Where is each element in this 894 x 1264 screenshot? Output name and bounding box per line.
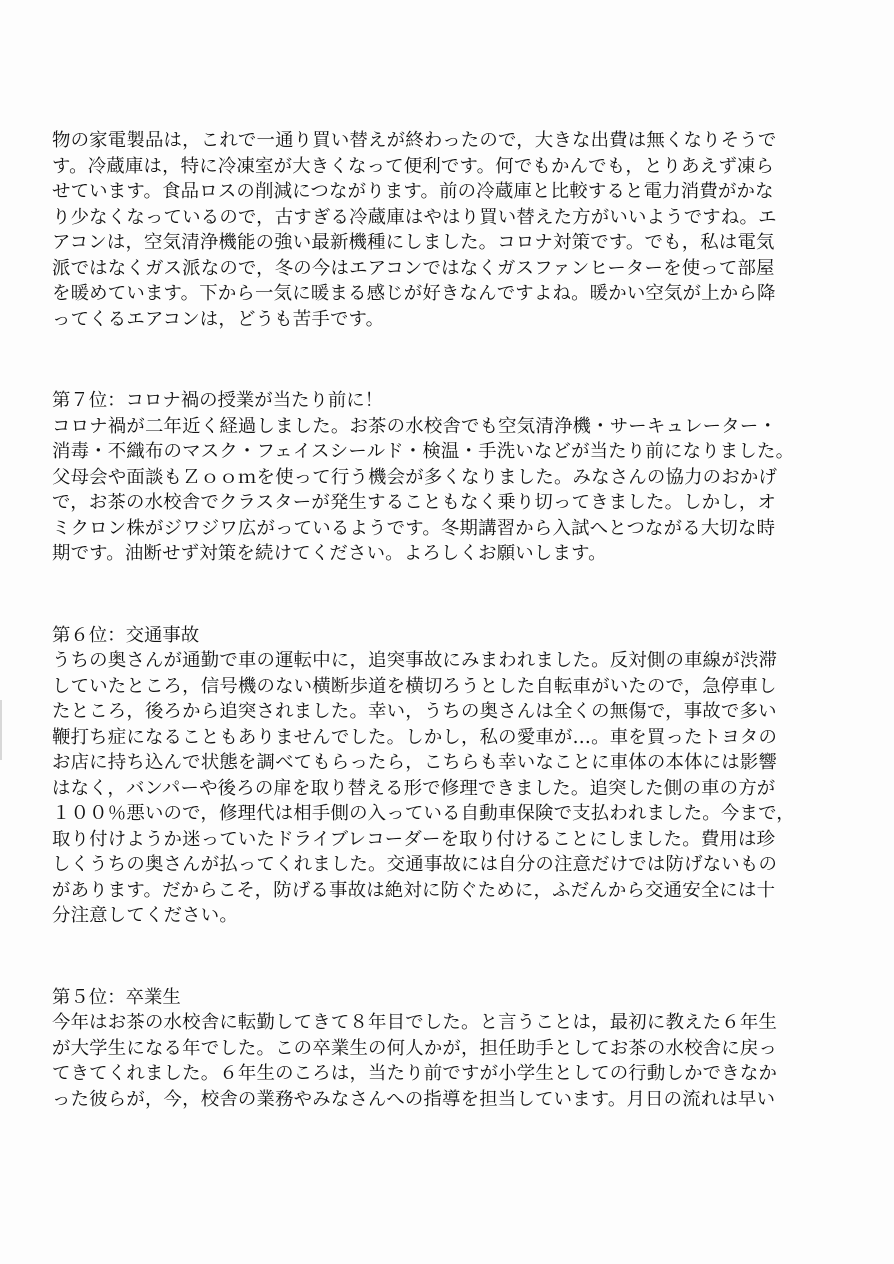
- section-rank-5: [52, 985, 842, 1113]
- text-line: 物の家電製品は，これで一通り買い替えが終わったので，大きな出費は無くなりそうで: [52, 130, 777, 151]
- text-line: 分注意してください。: [52, 905, 238, 926]
- text-line: していたところ，信号機のない横断歩道を横切ろうとした自転車がいたので，急停車し: [52, 675, 777, 697]
- text-line: てきてくれました。６年生のころは，当たり前ですが小学生としての行動しかできなか: [52, 1063, 778, 1084]
- text-line: コロナ禍が二年近く経過しました。お茶の水校舎でも空気清浄機・サーキュレーター・: [52, 415, 778, 437]
- text-line: 取り付けようか迷っていたドライブレコーダーを取り付けることにしました。費用は珍: [52, 828, 776, 850]
- text-line: たところ，後ろから追突されました。幸い，うちの奥さんは全くの無傷で，事故で多い: [52, 701, 777, 722]
- text-line: ミクロン株がジワジワ広がっているようです。冬期講習から入試へとつながる大切な時: [52, 517, 776, 539]
- section-heading-rank-6: 第６位：交通事故: [52, 624, 200, 646]
- section-gap: [52, 332, 842, 388]
- text-line: で，お茶の水校舎でクラスターが発生することもなく乗り切ってきました。しかし，オ: [52, 492, 777, 513]
- text-line: があります。だからこそ，防げる事故は絶対に防ぐために，ふだんから交通安全には十: [52, 879, 776, 901]
- section-heading-rank-7: 第７位：コロナ禍の授業が当たり前に！: [52, 390, 384, 411]
- text-line: を暖めています。下から一気に暖まる感じが好きなんですよね。暖かい空気が上から降: [52, 283, 776, 304]
- section-gap: [52, 929, 842, 985]
- text-line: 派ではなくガス派なので，冬の今はエアコンではなくガスファンヒーターを使って部屋: [52, 257, 775, 279]
- text-line: 父母会や面談もＺｏｏｍを使って行う機会が多くなりました。みなさんの協力のおかげ: [52, 466, 778, 488]
- text-line: 期です。油断せず対策を続けてください。よろしくお願いします。: [52, 543, 607, 564]
- text-line: 消毒・不織布のマスク・フェイスシールド・検温・手洗いなどが当たり前になりました。: [52, 441, 795, 462]
- text-line: ってくるエアコンは，どうも苦手です。: [52, 308, 385, 330]
- scan-margin-mark: [0, 700, 2, 760]
- intro-paragraph: [52, 128, 842, 332]
- section-gap: [52, 567, 842, 623]
- text-line: り少なくなっているので，古すぎる冷蔵庫はやはり買い替えた方がいいようですね。エ: [52, 206, 777, 228]
- text-line: １００％悪いので，修理代は相手側の入っている自動車保険で支払われました。今まで，: [52, 803, 795, 824]
- document-body: [52, 128, 842, 1112]
- text-line: しくうちの奥さんが払ってくれました。交通事故には自分の注意だけでは防げないもの: [52, 854, 778, 875]
- text-line: す。冷蔵庫は，特に冷凍室が大きくなって便利です。何でもかんでも，とりあえず凍ら: [52, 155, 775, 177]
- text-line: った彼らが，今，校舎の業務やみなさんへの指導を担当しています。月日の流れは早い: [52, 1088, 776, 1110]
- text-line: お店に持ち込んで状態を調べてもらったら，こちらも幸いなことに車体の本体には影響: [52, 752, 778, 773]
- section-rank-6: [52, 623, 842, 929]
- text-line: せています。食品ロスの削減につながります。前の冷蔵庫と比較すると電力消費がかな: [52, 181, 774, 202]
- text-line: が大学生になる年でした。この卒業生の何人かが，担任助手としてお茶の水校舎に戻っ: [52, 1037, 778, 1059]
- text-line: はなく，バンパーや後ろの扉を取り替える形で修理できました。追突した側の車の方が: [52, 777, 776, 799]
- text-line: 鞭打ち症になることもありませんでした。しかし，私の愛車が…。車を買ったトヨタの: [52, 726, 778, 748]
- text-line: アコンは，空気清浄機能の強い最新機種にしました。コロナ対策です。でも，私は電気: [52, 232, 775, 253]
- text-line: うちの奥さんが通勤で車の運転中に，追突事故にみまわれました。反対側の車線が渋滞: [52, 650, 778, 671]
- section-heading-rank-5: 第５位：卒業生: [52, 986, 181, 1008]
- text-line: 今年はお茶の水校舎に転勤してきて８年目でした。と言うことは，最初に教えた６年生: [52, 1012, 778, 1033]
- section-rank-7: [52, 388, 842, 567]
